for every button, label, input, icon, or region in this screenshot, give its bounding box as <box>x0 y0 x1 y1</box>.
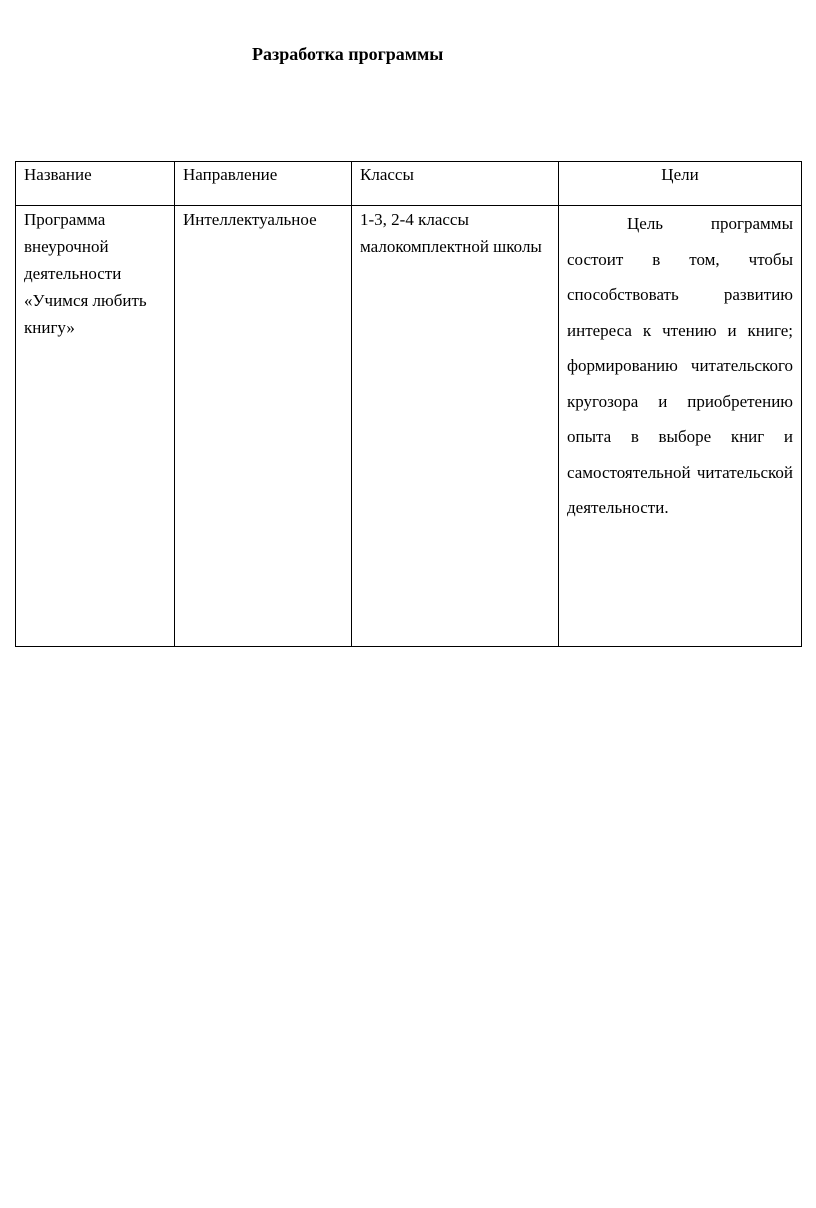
program-direction-cell: Интеллектуальное <box>175 206 352 647</box>
program-name-cell: Программа внеурочной деятельности «Учимся любить книгу» <box>16 206 175 647</box>
header-name: Название <box>16 162 175 206</box>
table-row <box>16 206 802 647</box>
header-classes: Классы <box>352 162 559 206</box>
program-goals-text: Цель программы состоит в том, чтобы способствовать развитию интереса к чтению и книге; формированию читательского кругозора и приобретению опыта в выборе книг и самостоятельной читательской деятельности. <box>567 214 793 517</box>
table-header-row <box>16 162 802 206</box>
header-direction: Направление <box>175 162 352 206</box>
program-goals-cell <box>559 206 802 647</box>
page-title: Разработка программы <box>252 44 444 64</box>
program-classes-cell: 1-3, 2-4 классы малокомплектной школы <box>352 206 559 647</box>
header-goals: Цели <box>559 162 802 206</box>
program-table <box>15 161 802 647</box>
